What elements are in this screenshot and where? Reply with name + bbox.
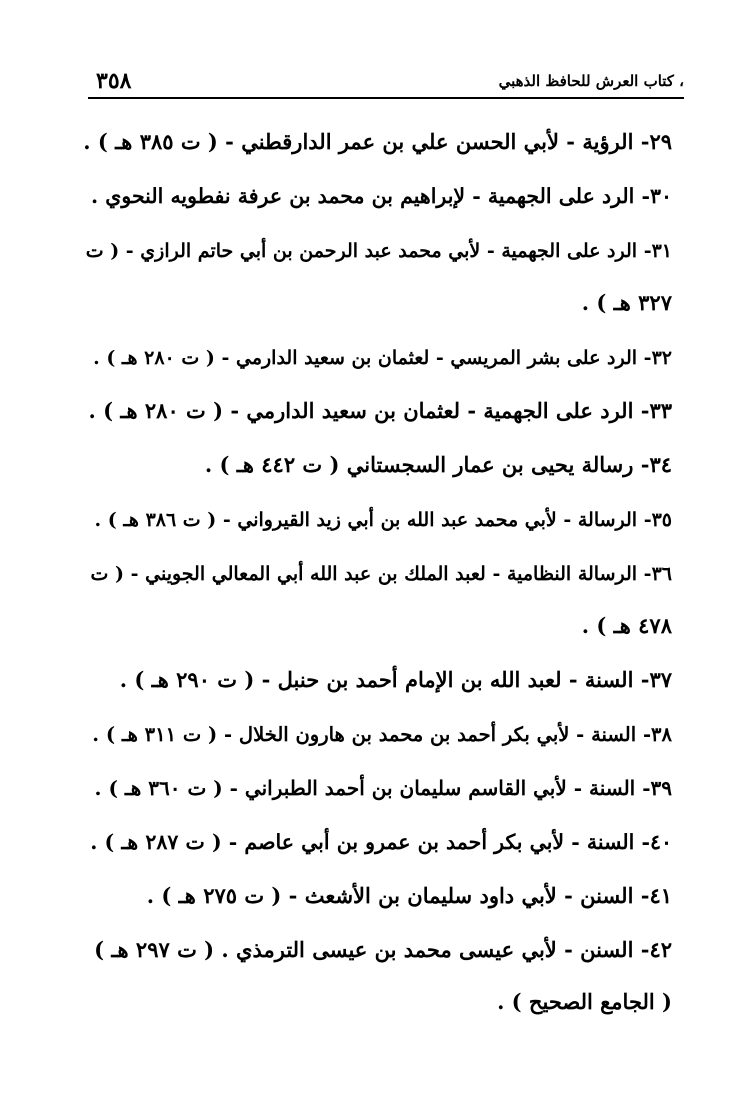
entry-text: ٣١- الرد على الجهمية - لأبي محمد عبد الرحمن بن أبي حاتم الرازي - ( ت [85, 240, 672, 262]
entry-text-continued: ٣٢٧ هـ ) . [581, 290, 672, 315]
page-header [88, 68, 684, 98]
list-item [82, 547, 672, 652]
list-item [82, 116, 672, 170]
entry-text: ٤٠- السنة - لأبي بكر أحمد بن عمرو بن أبي عاصم - ( ت ٢٨٧ هـ ) . [90, 830, 672, 854]
entry-text-continued: ( الجامع الصحيح ) . [497, 989, 672, 1014]
list-item [82, 816, 672, 870]
entry-text: ٣٦- الرسالة النظامية - لعبد الملك بن عبد الله أبي المعالي الجويني - ( ت [90, 563, 672, 585]
bibliography-list [82, 116, 672, 1030]
page-number: ٣٥٨ [96, 68, 132, 94]
entry-text: ٣٣- الرد على الجهمية - لعثمان بن سعيد الدارمي - ( ت ٢٨٠ هـ ) . [88, 398, 672, 423]
entry-text-continued: ٤٧٨ هـ ) . [581, 613, 672, 638]
list-item [82, 924, 672, 1028]
entry-text: ٤١- السنن - لأبي داود سليمان بن الأشعث - ( ت ٢٧٥ هـ ) . [146, 883, 672, 908]
entry-text: ٣٨- السنة - لأبي بكر أحمد بن محمد بن هارون الخلال - ( ت ٣١١ هـ ) . [92, 723, 672, 746]
entry-text: ٣٠- الرد على الجهمية - لإبراهيم بن محمد بن عرفة نفطويه النحوي . [91, 184, 672, 208]
list-item [82, 224, 672, 329]
list-item [82, 331, 672, 385]
list-item [82, 385, 672, 439]
entry-text: ٣٩- السنة - لأبي القاسم سليمان بن أحمد الطبراني - ( ت ٣٦٠ هـ ) . [94, 776, 672, 800]
list-item [82, 439, 672, 493]
entry-text: ٣٤- رسالة يحيى بن عمار السجستاني ( ت ٤٤٢ هـ ) . [204, 452, 672, 477]
running-title: ، كتاب العرش للحافظ الذهبي [498, 72, 684, 90]
list-item [82, 870, 672, 924]
list-item [82, 708, 672, 762]
header-divider [88, 97, 684, 99]
entry-text: ٣٢- الرد على بشر المريسي - لعثمان بن سعيد الدارمي - ( ت ٢٨٠ هـ ) . [93, 347, 672, 369]
entry-text: ٤٢- السنن - لأبي عيسى محمد بن عيسى الترمذي . ( ت ٢٩٧ هـ ) [94, 937, 672, 962]
list-item [82, 762, 672, 816]
entry-text: ٣٥- الرسالة - لأبي محمد عبد الله بن أبي زيد القيرواني - ( ت ٣٨٦ هـ ) . [94, 509, 672, 531]
list-item [82, 493, 672, 547]
entry-text: ٢٩- الرؤية - لأبي الحسن علي بن عمر الدارقطني - ( ت ٣٨٥ هـ ) . [83, 129, 672, 154]
entry-text: ٣٧- السنة - لعبد الله بن الإمام أحمد بن حنبل - ( ت ٢٩٠ هـ ) . [119, 667, 672, 692]
list-item [82, 170, 672, 224]
list-item [82, 654, 672, 708]
